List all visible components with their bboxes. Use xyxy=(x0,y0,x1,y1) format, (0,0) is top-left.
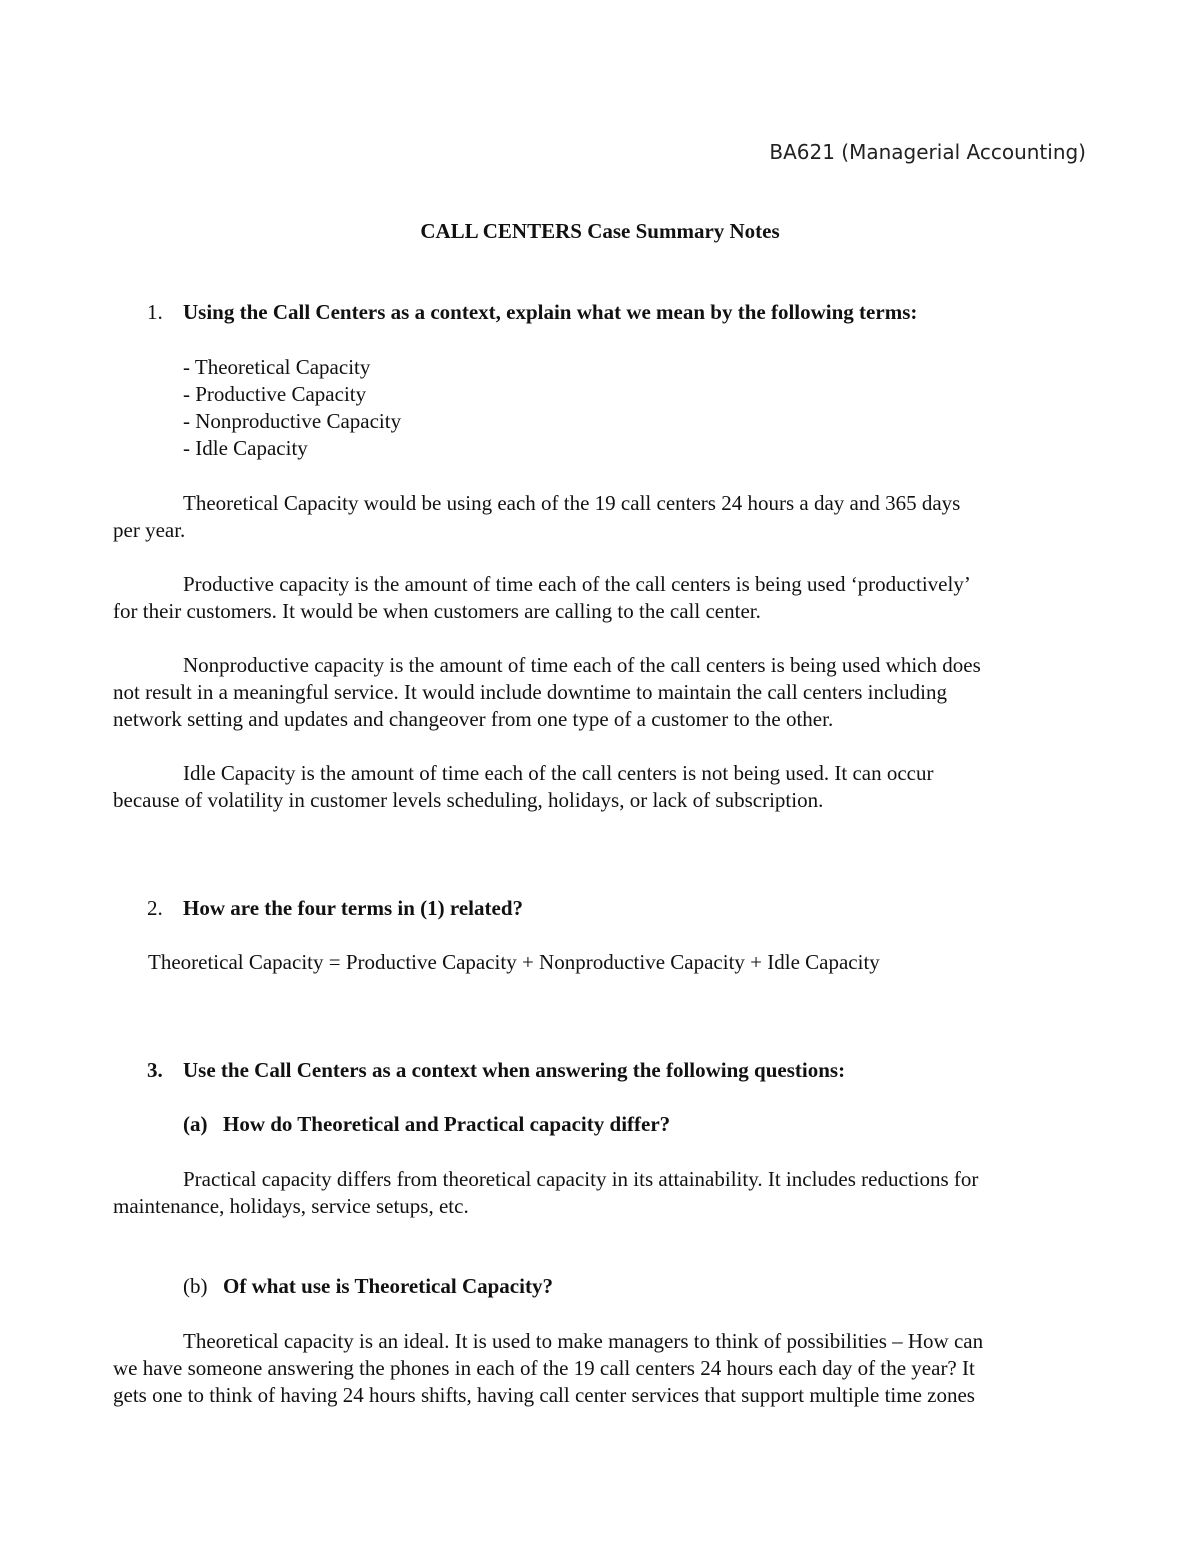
answer-theoretical-line2: per year. xyxy=(113,518,186,542)
q3a-answer-line1: Practical capacity differs from theoretical capacity in its attainability. It includes reductions for xyxy=(183,1167,979,1191)
q3b-answer-line1: Theoretical capacity is an ideal. It is used to make managers to think of possibilities – How can xyxy=(183,1329,984,1353)
q2-answer: Theoretical Capacity = Productive Capacity + Nonproductive Capacity + Idle Capacity xyxy=(148,950,880,974)
q2-question: How are the four terms in (1) related? xyxy=(183,896,524,920)
q1-number: 1. xyxy=(147,300,163,324)
answer-nonproductive-line3: network setting and updates and changeover from one type of a customer to the other. xyxy=(113,707,834,731)
answer-nonproductive-line2: not result in a meaningful service. It would include downtime to maintain the call centers including xyxy=(113,680,947,704)
q2-number: 2. xyxy=(147,896,163,920)
answer-productive-line1: Productive capacity is the amount of time each of the call centers is being used ‘productively’ xyxy=(183,572,971,596)
term-idle: - Idle Capacity xyxy=(183,436,308,460)
course-header: BA621 (Managerial Accounting) xyxy=(769,140,1086,164)
answer-theoretical-line1: Theoretical Capacity would be using each of the 19 call centers 24 hours a day and 365 days xyxy=(183,491,961,515)
q3b-answer-line2: we have someone answering the phones in each of the 19 call centers 24 hours each day of the year? It xyxy=(113,1356,975,1380)
q3b-question: Of what use is Theoretical Capacity? xyxy=(223,1274,553,1298)
q3a-answer-line2: maintenance, holidays, service setups, etc. xyxy=(113,1194,469,1218)
q3-number: 3. xyxy=(147,1058,163,1082)
term-productive: - Productive Capacity xyxy=(183,382,367,406)
answer-idle-line1: Idle Capacity is the amount of time each of the call centers is not being used. It can occur xyxy=(183,761,934,785)
q1-question: Using the Call Centers as a context, explain what we mean by the following terms: xyxy=(183,300,918,324)
term-nonproductive: - Nonproductive Capacity xyxy=(183,409,402,433)
q3a-question: How do Theoretical and Practical capacity differ? xyxy=(223,1112,671,1136)
answer-nonproductive-line1: Nonproductive capacity is the amount of time each of the call centers is being used which does xyxy=(183,653,981,677)
q3a-label: (a) xyxy=(183,1112,208,1136)
answer-idle-line2: because of volatility in customer levels scheduling, holidays, or lack of subscription. xyxy=(113,788,824,812)
term-theoretical: - Theoretical Capacity xyxy=(183,355,371,379)
q3b-answer-line3: gets one to think of having 24 hours shifts, having call center services that support multiple time zones xyxy=(113,1383,975,1407)
q3-question: Use the Call Centers as a context when answering the following questions: xyxy=(183,1058,846,1082)
document-title: CALL CENTERS Case Summary Notes xyxy=(420,219,780,243)
answer-productive-line2: for their customers. It would be when customers are calling to the call center. xyxy=(113,599,761,623)
q3b-label: (b) xyxy=(183,1274,208,1298)
